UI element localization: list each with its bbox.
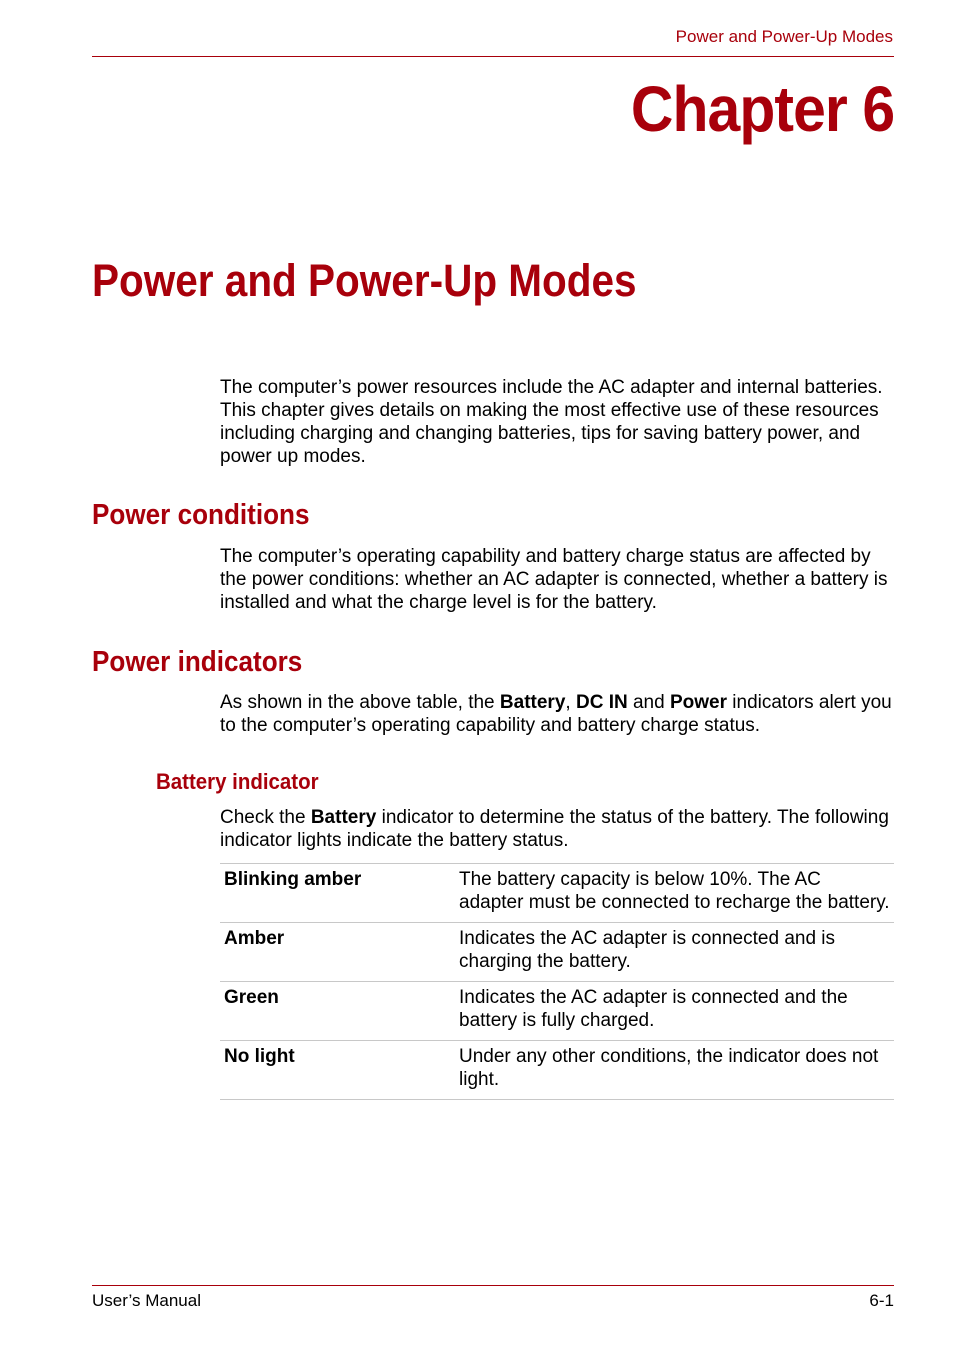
status-description: The battery capacity is below 10%. The AC adapter must be connected to recharge the battery. — [459, 869, 890, 913]
page-number: 6-1 — [869, 1291, 894, 1310]
page-title: Power and Power-Up Modes — [92, 255, 637, 306]
dc-in-term: DC IN — [575, 692, 628, 713]
battery-indicator-heading: Battery indicator — [156, 769, 319, 794]
text-run: , — [565, 692, 576, 713]
running-header: Power and Power-Up Modes — [675, 27, 893, 46]
table-row — [220, 1041, 894, 1100]
table-row — [220, 982, 894, 1041]
status-description: Indicates the AC adapter is connected and the battery is fully charged. — [459, 987, 848, 1031]
power-conditions-heading: Power conditions — [92, 499, 310, 531]
text-run: indicators alert you to the computer’s operating capability and battery charge status. — [220, 692, 892, 736]
battery-term: Battery — [499, 692, 566, 713]
header-rule — [92, 56, 894, 57]
footer-rule — [92, 1285, 894, 1286]
battery-term: Battery — [310, 807, 377, 828]
status-term: Blinking amber — [224, 869, 362, 890]
status-description: Indicates the AC adapter is connected and is charging the battery. — [459, 928, 836, 972]
status-term: Amber — [224, 928, 285, 949]
intro-paragraph: The computer’s power resources include the AC adapter and internal batteries. This chapter gives details on making the most effective use of these resources including charging and changing batteries, tips for saving battery power, and power up modes. — [220, 377, 883, 467]
text-run: indicator to determine the status of the battery. The following indicator lights indicate the battery status. — [220, 807, 889, 851]
chapter-label: Chapter 6 — [630, 73, 894, 145]
text-run: Check the — [220, 807, 311, 828]
text-run: and — [627, 692, 670, 713]
power-indicators-heading: Power indicators — [92, 646, 303, 678]
status-term: No light — [224, 1046, 295, 1067]
status-description: Under any other conditions, the indicator does not light. — [459, 1046, 879, 1090]
table-row — [220, 864, 894, 923]
power-conditions-paragraph: The computer’s operating capability and battery charge status are affected by the power conditions: whether an AC adapter is connected, whether a battery is installed and what the charge level is for the battery. — [220, 546, 888, 613]
battery-status-table — [220, 863, 894, 1100]
text-run: As shown in the above table, the — [220, 692, 500, 713]
table-row — [220, 923, 894, 982]
footer-manual-label: User’s Manual — [92, 1291, 201, 1310]
battery-indicator-paragraph — [220, 806, 900, 852]
power-indicators-paragraph — [220, 691, 900, 737]
power-term: Power — [669, 692, 727, 713]
status-term: Green — [224, 987, 279, 1008]
